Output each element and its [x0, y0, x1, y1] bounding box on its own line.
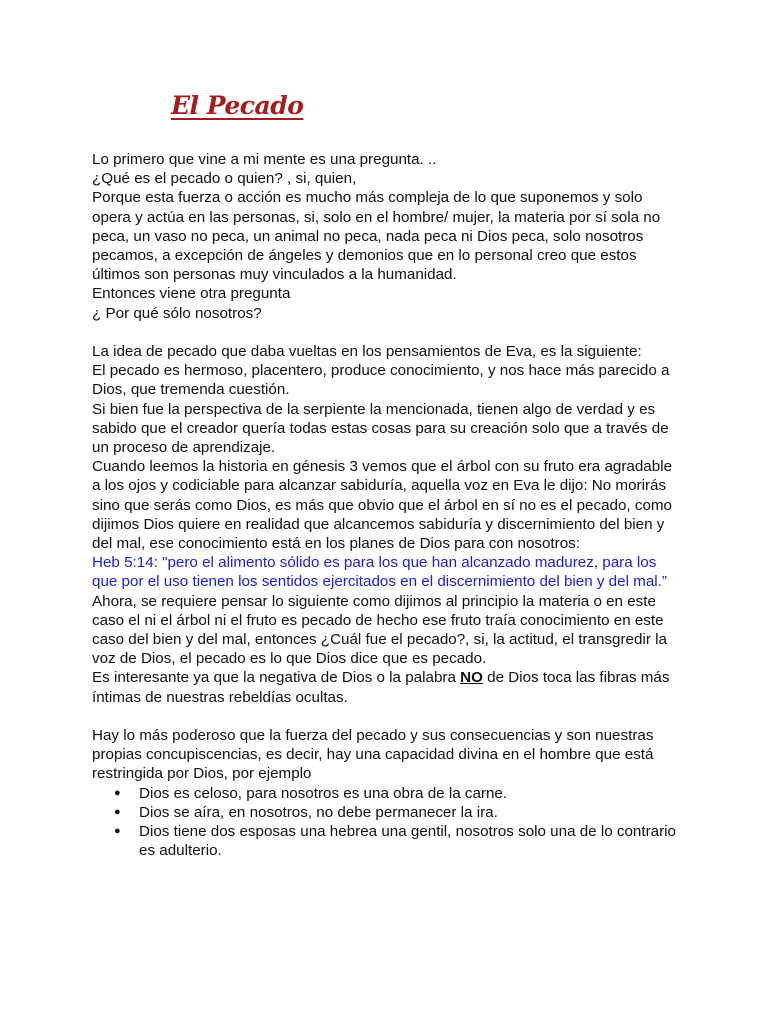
- list-item-text: Dios es celoso, para nosotros es una obra de la carne.: [139, 784, 508, 802]
- paragraph-no-of-god: [92, 668, 682, 706]
- list-item: [92, 822, 682, 860]
- paragraph-tree-not-sin: Ahora, se requiere pensar lo siguiente como dijimos al principio la materia o en este caso el ni el árbol ni el fruto es pecado de hecho ese fruto traía conocimiento en este caso del bien y del mal, entonces ¿Cuál fue el pecado?, si, la actitud, el transgredir la voz de Dios, el pecado es lo que Dios dice que es pecado.: [92, 592, 667, 668]
- paragraph-another-question: Entonces viene otra pregunta: [92, 285, 291, 303]
- document-title: El Pecado: [171, 91, 304, 120]
- list-item-text: Dios se aíra, en nosotros, no debe permanecer la ira.: [139, 803, 498, 821]
- paragraph-concupiscence: Hay lo más poderoso que la fuerza del pecado y sus consecuencias y son nuestras propias concupiscencias, es decir, hay una capacidad divina en el hombre que está restringida por Dios, por ejemplo: [92, 727, 654, 783]
- blank-line: [92, 323, 682, 342]
- paragraph-genesis-3: Cuando leemos la historia en génesis 3 vemos que el árbol con su fruto era agradable a los ojos y codiciable para alcanzar sabiduría, aquella voz en Eva le dijo: No morirás sino que serás como Dios, es más que obvio que el árbol en sí no es el pecado, como dijimos Dios quiere en realidad que alcancemos sabiduría y discernimiento del bien y del mal, ese conocimiento está en los planes de Dios para con nosotros:: [92, 458, 673, 553]
- list-item-text: Dios tiene dos esposas una hebrea una gentil, nosotros solo una de lo contrario es adulterio.: [139, 823, 676, 860]
- bible-verse-quote: Heb 5:14: "pero el alimento sólido es para los que han alcanzado madurez, para los que por el uso tienen los sentidos ejercitados en el discernimiento del bien y del mal.”: [92, 554, 667, 591]
- paragraph-force-of-sin: Porque esta fuerza o acción es mucho más compleja de lo que suponemos y solo opera y actúa en las personas, si, solo en el hombre/ mujer, la materia por sí sola no peca, un vaso no peca, un animal no peca, nada peca ni Dios peca, solo nosotros pecamos, a excepción de ángeles y demonios que en lo personal creo que estos últimos son personas muy vinculados a la humanidad.: [92, 189, 661, 284]
- paragraph-sin-beautiful: El pecado es hermoso, placentero, produce conocimiento, y nos hace más parecido a Dios, que tremenda cuestión.: [92, 362, 670, 399]
- document-body: [92, 150, 682, 860]
- no-paragraph-after: de Dios toca las fibras más íntimas de nuestras rebeldías ocultas.: [92, 669, 670, 706]
- bullet-icon: ●: [114, 825, 121, 838]
- list-item: [92, 803, 682, 822]
- bullet-icon: ●: [114, 805, 121, 818]
- bullet-icon: ●: [114, 786, 121, 799]
- blank-line: [92, 707, 682, 726]
- paragraph-serpent-perspective: Si bien fue la perspectiva de la serpiente la mencionada, tienen algo de verdad y es sabido que el creador quería todas estas cosas para su creación solo que a través de un proceso de aprendizaje.: [92, 400, 669, 457]
- no-emphasis-word: NO: [460, 669, 483, 687]
- example-bullet-list: [92, 784, 682, 861]
- paragraph-eve-idea: La idea de pecado que daba vueltas en los pensamientos de Eva, es la siguiente:: [92, 343, 642, 361]
- list-item: [92, 784, 682, 803]
- paragraph-why-only-us: ¿ Por qué sólo nosotros?: [92, 304, 262, 322]
- paragraph-what-is-sin: ¿Qué es el pecado o quien? , si, quien,: [92, 170, 357, 188]
- paragraph-first-question: Lo primero que vine a mi mente es una pregunta. ..: [92, 151, 437, 168]
- no-paragraph-before: Es interesante ya que la negativa de Dios o la palabra: [92, 669, 461, 687]
